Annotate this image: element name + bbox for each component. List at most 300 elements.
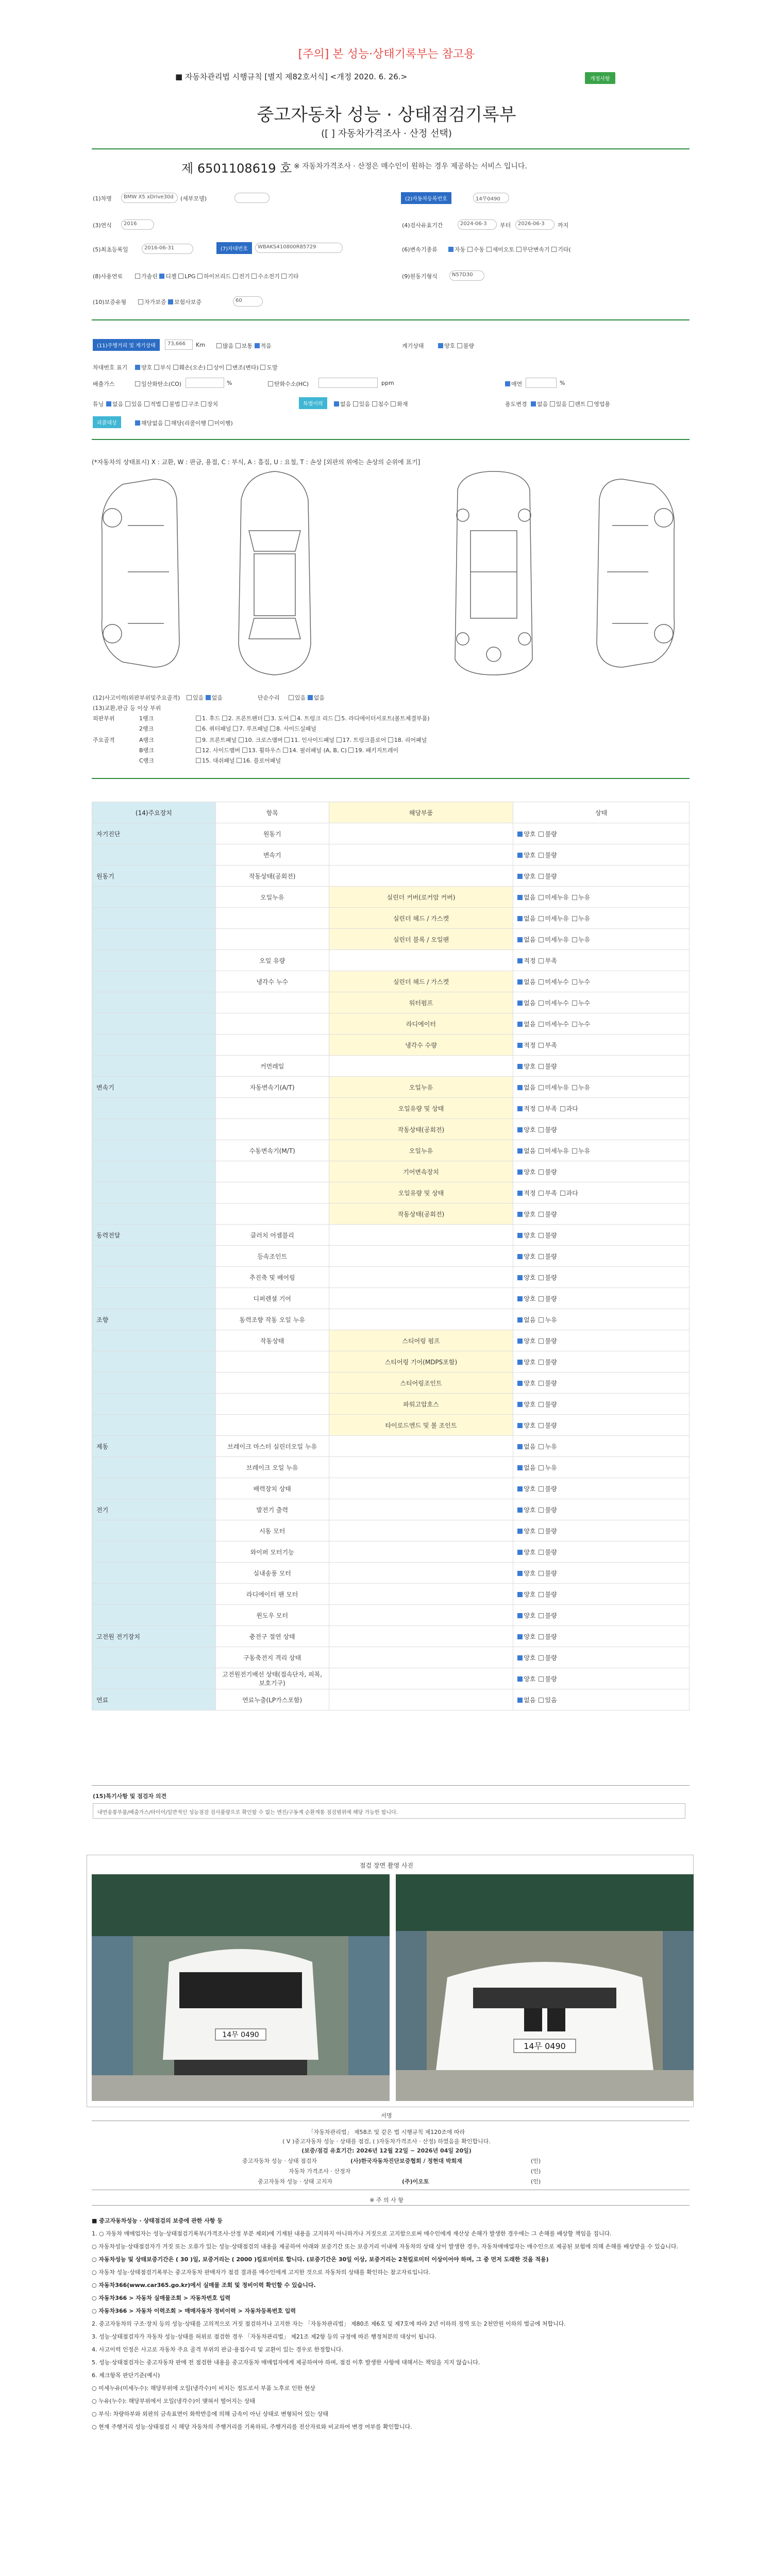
status-option: 양호	[524, 1274, 536, 1281]
checkbox-icon	[197, 274, 203, 279]
smoke-unit: %	[560, 380, 565, 386]
note-item: ○ 자동차 성능·상태점검기록부는 중고자동차 판매자가 점검 결과를 매수인에게 고지한 것으로 자동차의 상태를 확인하는 참고자료입니다.	[92, 2269, 431, 2276]
part-cell: 작동상태(공회전)	[329, 1119, 513, 1140]
status-cell[interactable]	[513, 823, 690, 844]
option-label: 없음	[313, 694, 325, 701]
checkbox-icon	[486, 247, 492, 252]
item-cell	[215, 1119, 329, 1140]
option-label: 양호	[141, 364, 153, 371]
checkbox-icon	[572, 916, 577, 921]
status-cell[interactable]	[513, 1563, 690, 1584]
engine-type-label: (9)원동기형식	[402, 273, 438, 280]
checkbox-icon	[572, 1022, 577, 1027]
checkbox-icon	[268, 381, 273, 386]
status-option: 누유	[578, 893, 591, 901]
part-cell: 실린더 커버(로커암 커버)	[329, 887, 513, 908]
status-cell[interactable]	[513, 1140, 690, 1161]
checkbox-icon	[388, 737, 393, 742]
checkbox-icon	[138, 299, 143, 304]
category-cell	[92, 929, 216, 950]
item-cell: 디퍼렌셜 기어	[215, 1288, 329, 1309]
item-cell	[215, 908, 329, 929]
note-item: ○ 부식: 차량하부와 외판의 금속표면이 화학반응에 의해 금속이 아닌 상태로 변형되어 있는 상태	[92, 2411, 329, 2417]
checkbox-icon	[517, 958, 523, 963]
checkbox-icon	[348, 748, 354, 753]
option-label: 없음	[211, 694, 223, 701]
status-cell[interactable]	[513, 1267, 690, 1288]
car-name-field[interactable]: BMW X5 xDrive30d	[121, 193, 178, 203]
item-cell: 브레이크 오일 누유	[215, 1457, 329, 1478]
status-cell[interactable]	[513, 1394, 690, 1415]
checkbox-icon	[448, 247, 453, 252]
checkbox-icon	[517, 1212, 523, 1217]
status-cell[interactable]	[513, 1056, 690, 1077]
status-cell[interactable]	[513, 1541, 690, 1563]
item-cell	[215, 1035, 329, 1056]
option-label: 미이행)	[214, 420, 233, 427]
checkbox-icon	[517, 1254, 523, 1259]
checkbox-icon	[539, 1423, 544, 1428]
checkbox-icon	[517, 1613, 523, 1618]
status-cell[interactable]	[513, 1204, 690, 1225]
notifier-seal: (인)	[531, 2178, 541, 2185]
checkbox-icon	[517, 1043, 523, 1048]
checkbox-icon	[517, 1022, 523, 1027]
checkbox-icon	[539, 1254, 544, 1259]
first-reg-label: (5)최초등록일	[93, 246, 128, 253]
checkbox-icon	[201, 401, 206, 406]
checkbox-icon	[283, 748, 288, 753]
table-header: 상태	[513, 802, 690, 823]
category-cell	[92, 1478, 216, 1499]
divider	[92, 2205, 690, 2206]
option-label: 양호	[444, 343, 456, 349]
item-cell: 등속조인트	[215, 1246, 329, 1267]
status-cell[interactable]	[513, 1520, 690, 1541]
checkbox-icon	[551, 247, 557, 252]
accident-options[interactable]	[187, 693, 223, 702]
category-cell	[92, 1288, 216, 1309]
status-option: 미세누유	[545, 893, 569, 901]
inspection-period-label: (4)검사유효기간	[402, 222, 443, 229]
checkbox-icon	[539, 937, 544, 942]
checkbox-icon	[517, 1170, 523, 1175]
part-cell: 작동상태(공회전)	[329, 1204, 513, 1225]
status-cell[interactable]	[513, 1098, 690, 1119]
checkbox-icon	[539, 1275, 544, 1280]
status-cell[interactable]	[513, 1309, 690, 1330]
status-cell[interactable]	[513, 1035, 690, 1056]
status-cell[interactable]	[513, 1415, 690, 1436]
mileage-unit: Km	[196, 342, 205, 348]
inspection-to-field[interactable]: 2026-06-3	[515, 219, 554, 230]
fuel-options[interactable]	[135, 272, 299, 280]
status-option: 양호	[524, 1527, 536, 1535]
option-label: 있음	[295, 694, 306, 701]
status-option: 적정	[524, 1041, 536, 1049]
part-cell	[329, 1605, 513, 1626]
status-option: 양호	[524, 1379, 536, 1387]
checkbox-icon	[517, 832, 523, 837]
status-cell[interactable]	[513, 1119, 690, 1140]
checkbox-icon	[517, 1127, 523, 1132]
checkbox-icon	[539, 895, 544, 900]
status-cell[interactable]	[513, 1605, 690, 1626]
transmission-options[interactable]	[448, 245, 571, 253]
tuning-options[interactable]	[106, 400, 218, 408]
checkbox-icon	[539, 1064, 544, 1069]
simple-repair-options[interactable]	[289, 693, 325, 702]
note-item: ○ 누유(누수): 해당부위에서 오일(냉각수)이 맺혀서 떨어지는 상태	[92, 2398, 256, 2404]
status-option: 없음	[524, 1464, 536, 1471]
part-cell	[329, 1457, 513, 1478]
frame-rank-a: A랭크	[139, 737, 154, 743]
checkbox-icon	[467, 247, 473, 252]
status-cell[interactable]	[513, 1351, 690, 1372]
table-row	[92, 1246, 690, 1267]
category-cell: 제동	[92, 1436, 216, 1457]
status-cell[interactable]	[513, 950, 690, 971]
car-name-label: (1)차명	[93, 195, 112, 202]
revision-tag[interactable]: 개정사항	[585, 72, 615, 84]
checkbox-icon	[517, 1233, 523, 1238]
status-cell[interactable]	[513, 1013, 690, 1035]
option-label: 보통	[241, 343, 253, 349]
gauge-options[interactable]	[438, 342, 474, 350]
status-cell[interactable]	[513, 908, 690, 929]
status-option: 양호	[524, 1612, 536, 1619]
note-item: ■ 중고자동차성능 · 상태점검의 보증에 관한 사항 등	[92, 2217, 223, 2224]
status-option: 불량	[545, 1358, 557, 1366]
table-row	[92, 1204, 690, 1225]
option-label: 침수	[378, 401, 389, 408]
option-label: 없음	[112, 401, 124, 408]
option-label: (A, B, C)	[323, 747, 347, 754]
part-cell: 실린더 블록 / 오일팬	[329, 929, 513, 950]
option-label: 9. 프론트패널	[202, 737, 237, 743]
recall-options[interactable]	[135, 419, 233, 427]
status-option: 과다	[566, 1189, 578, 1197]
checkbox-icon	[539, 1085, 544, 1090]
part-cell	[329, 844, 513, 866]
option-label: 자가보증	[144, 299, 166, 306]
table-row	[92, 1436, 690, 1457]
status-option: 불량	[545, 1126, 557, 1133]
table-row	[92, 1035, 690, 1056]
checkbox-icon	[539, 1592, 544, 1597]
checkbox-icon	[159, 274, 164, 279]
table-row	[92, 1056, 690, 1077]
status-option: 양호	[524, 1485, 536, 1493]
part-cell	[329, 1541, 513, 1563]
checkbox-icon	[239, 737, 244, 742]
frame-rank-b: B랭크	[139, 747, 154, 754]
checkbox-icon	[539, 1338, 544, 1344]
checkbox-icon	[135, 420, 140, 426]
checkbox-icon	[517, 916, 523, 921]
part-cell	[329, 1288, 513, 1309]
option-label: 있음	[556, 401, 567, 408]
table-header: 항목	[215, 802, 329, 823]
status-cell[interactable]	[513, 971, 690, 992]
checkbox-icon	[539, 1106, 544, 1111]
checkbox-icon	[517, 1317, 523, 1323]
table-row	[92, 1415, 690, 1436]
part-cell	[329, 1246, 513, 1267]
warranty-options[interactable]	[138, 298, 201, 306]
status-option: 없음	[524, 893, 536, 901]
mileage-field[interactable]: 73,666	[165, 340, 193, 350]
part-cell: 실린더 헤드 / 가스켓	[329, 908, 513, 929]
status-option: 미세누수	[545, 999, 569, 1007]
status-cell[interactable]	[513, 1372, 690, 1394]
status-option: 양호	[524, 1358, 536, 1366]
vin-mark-options[interactable]	[135, 363, 278, 371]
status-cell[interactable]	[513, 1246, 690, 1267]
item-cell: 오일 유량	[215, 950, 329, 971]
category-cell: 원동기	[92, 866, 216, 887]
rank-label: (13)교환,판금 등 이상 부위	[93, 705, 161, 711]
status-option: 없음	[524, 999, 536, 1007]
status-option: 양호	[524, 1062, 536, 1070]
status-option: 양호	[524, 1633, 536, 1640]
divider	[92, 319, 690, 320]
car-side-right-icon	[597, 479, 675, 667]
status-option: 불량	[545, 1633, 557, 1640]
item-cell	[215, 1182, 329, 1204]
status-cell[interactable]	[513, 1499, 690, 1520]
item-cell: 추진축 및 베어링	[215, 1267, 329, 1288]
option-label: 5. 라디에이터서포트(볼트체결부품)	[341, 715, 430, 722]
item-cell	[215, 929, 329, 950]
status-cell[interactable]	[513, 1330, 690, 1351]
status-option: 없음	[524, 914, 536, 922]
checkbox-icon	[517, 874, 523, 879]
page-title: 중고자동차 성능 · 상태점검기록부	[257, 105, 516, 125]
checkbox-icon	[264, 716, 270, 721]
checkbox-icon	[165, 420, 170, 426]
year-label: (3)연식	[93, 222, 112, 229]
checkbox-icon	[135, 381, 140, 386]
part-cell	[329, 1689, 513, 1710]
status-option: 양호	[524, 851, 536, 859]
mileage-options[interactable]	[216, 342, 272, 350]
smoke-field[interactable]	[526, 378, 557, 388]
status-cell[interactable]	[513, 1161, 690, 1182]
checkbox-icon	[517, 1571, 523, 1576]
table-row	[92, 1563, 690, 1584]
status-option: 양호	[524, 1210, 536, 1218]
status-cell[interactable]	[513, 1689, 690, 1710]
status-option: 불량	[545, 1506, 557, 1514]
checkbox-icon	[178, 274, 183, 279]
checkbox-icon	[550, 401, 555, 406]
status-option: 누수	[578, 978, 591, 986]
checkbox-icon	[539, 1550, 544, 1555]
status-option: 불량	[545, 1274, 557, 1281]
table-row	[92, 1668, 690, 1689]
checkbox-icon	[196, 716, 201, 721]
outer-rank1-parts[interactable]	[196, 714, 430, 722]
vehicle-damage-diagram	[92, 469, 690, 680]
status-option: 누유	[545, 1443, 557, 1450]
status-cell[interactable]	[513, 887, 690, 908]
table-row	[92, 929, 690, 950]
item-cell	[215, 1161, 329, 1182]
status-cell[interactable]	[513, 1478, 690, 1499]
year-field[interactable]: 2016	[121, 219, 154, 230]
status-option: 미세누수	[545, 1020, 569, 1028]
engine-type-field[interactable]: N57D30	[449, 270, 484, 281]
status-option: 없음	[524, 978, 536, 986]
checkbox-icon	[539, 1507, 544, 1513]
part-cell	[329, 950, 513, 971]
co-field[interactable]	[186, 378, 224, 388]
checkbox-icon	[135, 365, 140, 370]
checkbox-icon	[255, 343, 260, 348]
divider	[92, 778, 690, 779]
note-item: ○ 자동차성능·상태점검자가 거짓 또는 오류가 있는 성능·상태점검의 내용을 제공하여 아래와 보증기간 또는 보증거리 이내에 자동차의 상태 상이 발생한 경우, 자동차매매업자는 매수인으로 제공된 보험에 의해 손해를 배상받을 수 있습니다.	[92, 2243, 679, 2250]
status-cell[interactable]	[513, 1668, 690, 1689]
frame-a-parts[interactable]	[196, 736, 427, 744]
table-row	[92, 1647, 690, 1668]
item-cell: 구동축전지 격리 상태	[215, 1647, 329, 1668]
option-label: 화재	[397, 401, 408, 408]
checkbox-icon	[572, 1085, 577, 1090]
checkbox-icon	[372, 401, 377, 406]
option-label: 13. 휠하우스	[248, 747, 281, 754]
status-option: 불량	[545, 1337, 557, 1345]
transmission-label: (6)변속기종류	[402, 246, 438, 253]
checkbox-icon	[531, 401, 536, 406]
option-label: 상이	[213, 364, 225, 371]
checkbox-icon	[539, 1127, 544, 1132]
category-cell	[92, 1668, 216, 1689]
warranty-field[interactable]: 60	[233, 296, 263, 307]
status-cell[interactable]	[513, 929, 690, 950]
status-cell[interactable]	[513, 1182, 690, 1204]
frame-b-parts[interactable]	[196, 746, 398, 754]
frame-rank-c: C랭크	[139, 757, 154, 764]
status-option: 누유	[578, 1147, 591, 1155]
checkbox-icon	[196, 748, 201, 753]
status-cell[interactable]	[513, 866, 690, 887]
checkbox-icon	[517, 1592, 523, 1597]
checkbox-icon	[539, 916, 544, 921]
detail-model-field[interactable]	[234, 193, 270, 203]
category-cell	[92, 1563, 216, 1584]
checkbox-icon	[226, 365, 231, 370]
checkbox-icon	[539, 1444, 544, 1449]
option-label: 장치	[207, 401, 219, 408]
usage-change-options[interactable]	[531, 400, 610, 408]
option-label: 6. 쿼터패널	[202, 725, 231, 732]
option-label: 많음	[223, 343, 234, 349]
checkbox-icon	[539, 1296, 544, 1301]
status-option: 적정	[524, 1189, 536, 1197]
status-cell[interactable]	[513, 1626, 690, 1647]
table-row	[92, 992, 690, 1013]
option-label: 18. 리어패널	[394, 737, 427, 743]
outer-rank1: 1랭크	[139, 715, 154, 722]
checkbox-icon	[505, 381, 510, 386]
checkbox-icon	[236, 343, 241, 348]
status-cell[interactable]	[513, 844, 690, 866]
status-option: 누수	[578, 999, 591, 1007]
category-cell: 변속기	[92, 1077, 216, 1098]
status-cell[interactable]	[513, 1077, 690, 1098]
part-cell	[329, 1056, 513, 1077]
checkbox-icon	[144, 401, 149, 406]
status-option: 없음	[524, 1020, 536, 1028]
table-row	[92, 823, 690, 844]
reg-number-field[interactable]: 14무0490	[473, 193, 509, 203]
outer-rank2-parts[interactable]	[196, 724, 316, 733]
category-cell	[92, 1394, 216, 1415]
table-body	[92, 823, 690, 1710]
status-option: 미세누수	[545, 978, 569, 986]
item-cell: 연료누출(LP가스포함)	[215, 1689, 329, 1710]
status-cell[interactable]	[513, 1457, 690, 1478]
checkbox-icon	[539, 1634, 544, 1639]
table-row	[92, 1605, 690, 1626]
item-cell: 자동변속기(A/T)	[215, 1077, 329, 1098]
item-cell: 발전기 출력	[215, 1499, 329, 1520]
inspection-from-field[interactable]: 2024-06-3	[458, 219, 497, 230]
status-cell[interactable]	[513, 1225, 690, 1246]
option-label: 있음	[193, 694, 204, 701]
status-option: 불량	[545, 1654, 557, 1662]
table-row	[92, 866, 690, 887]
checkbox-icon	[539, 1529, 544, 1534]
option-label: 전기	[239, 273, 250, 280]
checkbox-icon	[517, 1085, 523, 1090]
first-reg-field[interactable]: 2016-06-31	[142, 244, 193, 254]
car-frame-icon	[455, 471, 532, 675]
special-note-label: (15)특기사항 및 점검자 의견	[93, 1793, 167, 1800]
status-cell[interactable]	[513, 1647, 690, 1668]
checkbox-icon	[270, 726, 275, 731]
option-label: 3. 도어	[271, 715, 289, 722]
special-note-text[interactable]: 내연송풍부품/배출가스/타이어/일반적인 성능점검 검사불량으로 확인할 수 없는 엔진/구동계 순환계통 점검범위에 해당 가능한 합니다.	[93, 1803, 685, 1819]
checkbox-icon	[539, 1043, 544, 1048]
hc-field[interactable]	[318, 378, 378, 388]
table-row	[92, 1689, 690, 1710]
part-cell	[329, 1478, 513, 1499]
status-cell[interactable]	[513, 1288, 690, 1309]
category-cell	[92, 1182, 216, 1204]
status-cell[interactable]	[513, 1584, 690, 1605]
checkbox-icon	[517, 937, 523, 942]
part-cell	[329, 1520, 513, 1541]
frame-c-parts[interactable]	[196, 756, 281, 765]
vin-field[interactable]: WBAKS410800R85729	[255, 243, 343, 253]
note-item: ○ 자동차366(www.car365.go.kr)에서 실매물 조회 및 정비이력 확인할 수 있습니다.	[92, 2282, 316, 2289]
checkbox-icon	[517, 1001, 523, 1006]
checkbox-icon	[539, 1212, 544, 1217]
checkbox-icon	[438, 343, 443, 348]
part-cell: 워터펌프	[329, 992, 513, 1013]
status-option: 양호	[524, 1231, 536, 1239]
option-label: 렌트	[575, 401, 586, 408]
status-cell[interactable]	[513, 992, 690, 1013]
special-history-options[interactable]	[334, 400, 408, 408]
status-cell[interactable]	[513, 1436, 690, 1457]
status-option: 불량	[545, 1379, 557, 1387]
status-option: 불량	[545, 1612, 557, 1619]
checkbox-icon	[208, 420, 213, 426]
checkbox-icon	[539, 1698, 544, 1703]
